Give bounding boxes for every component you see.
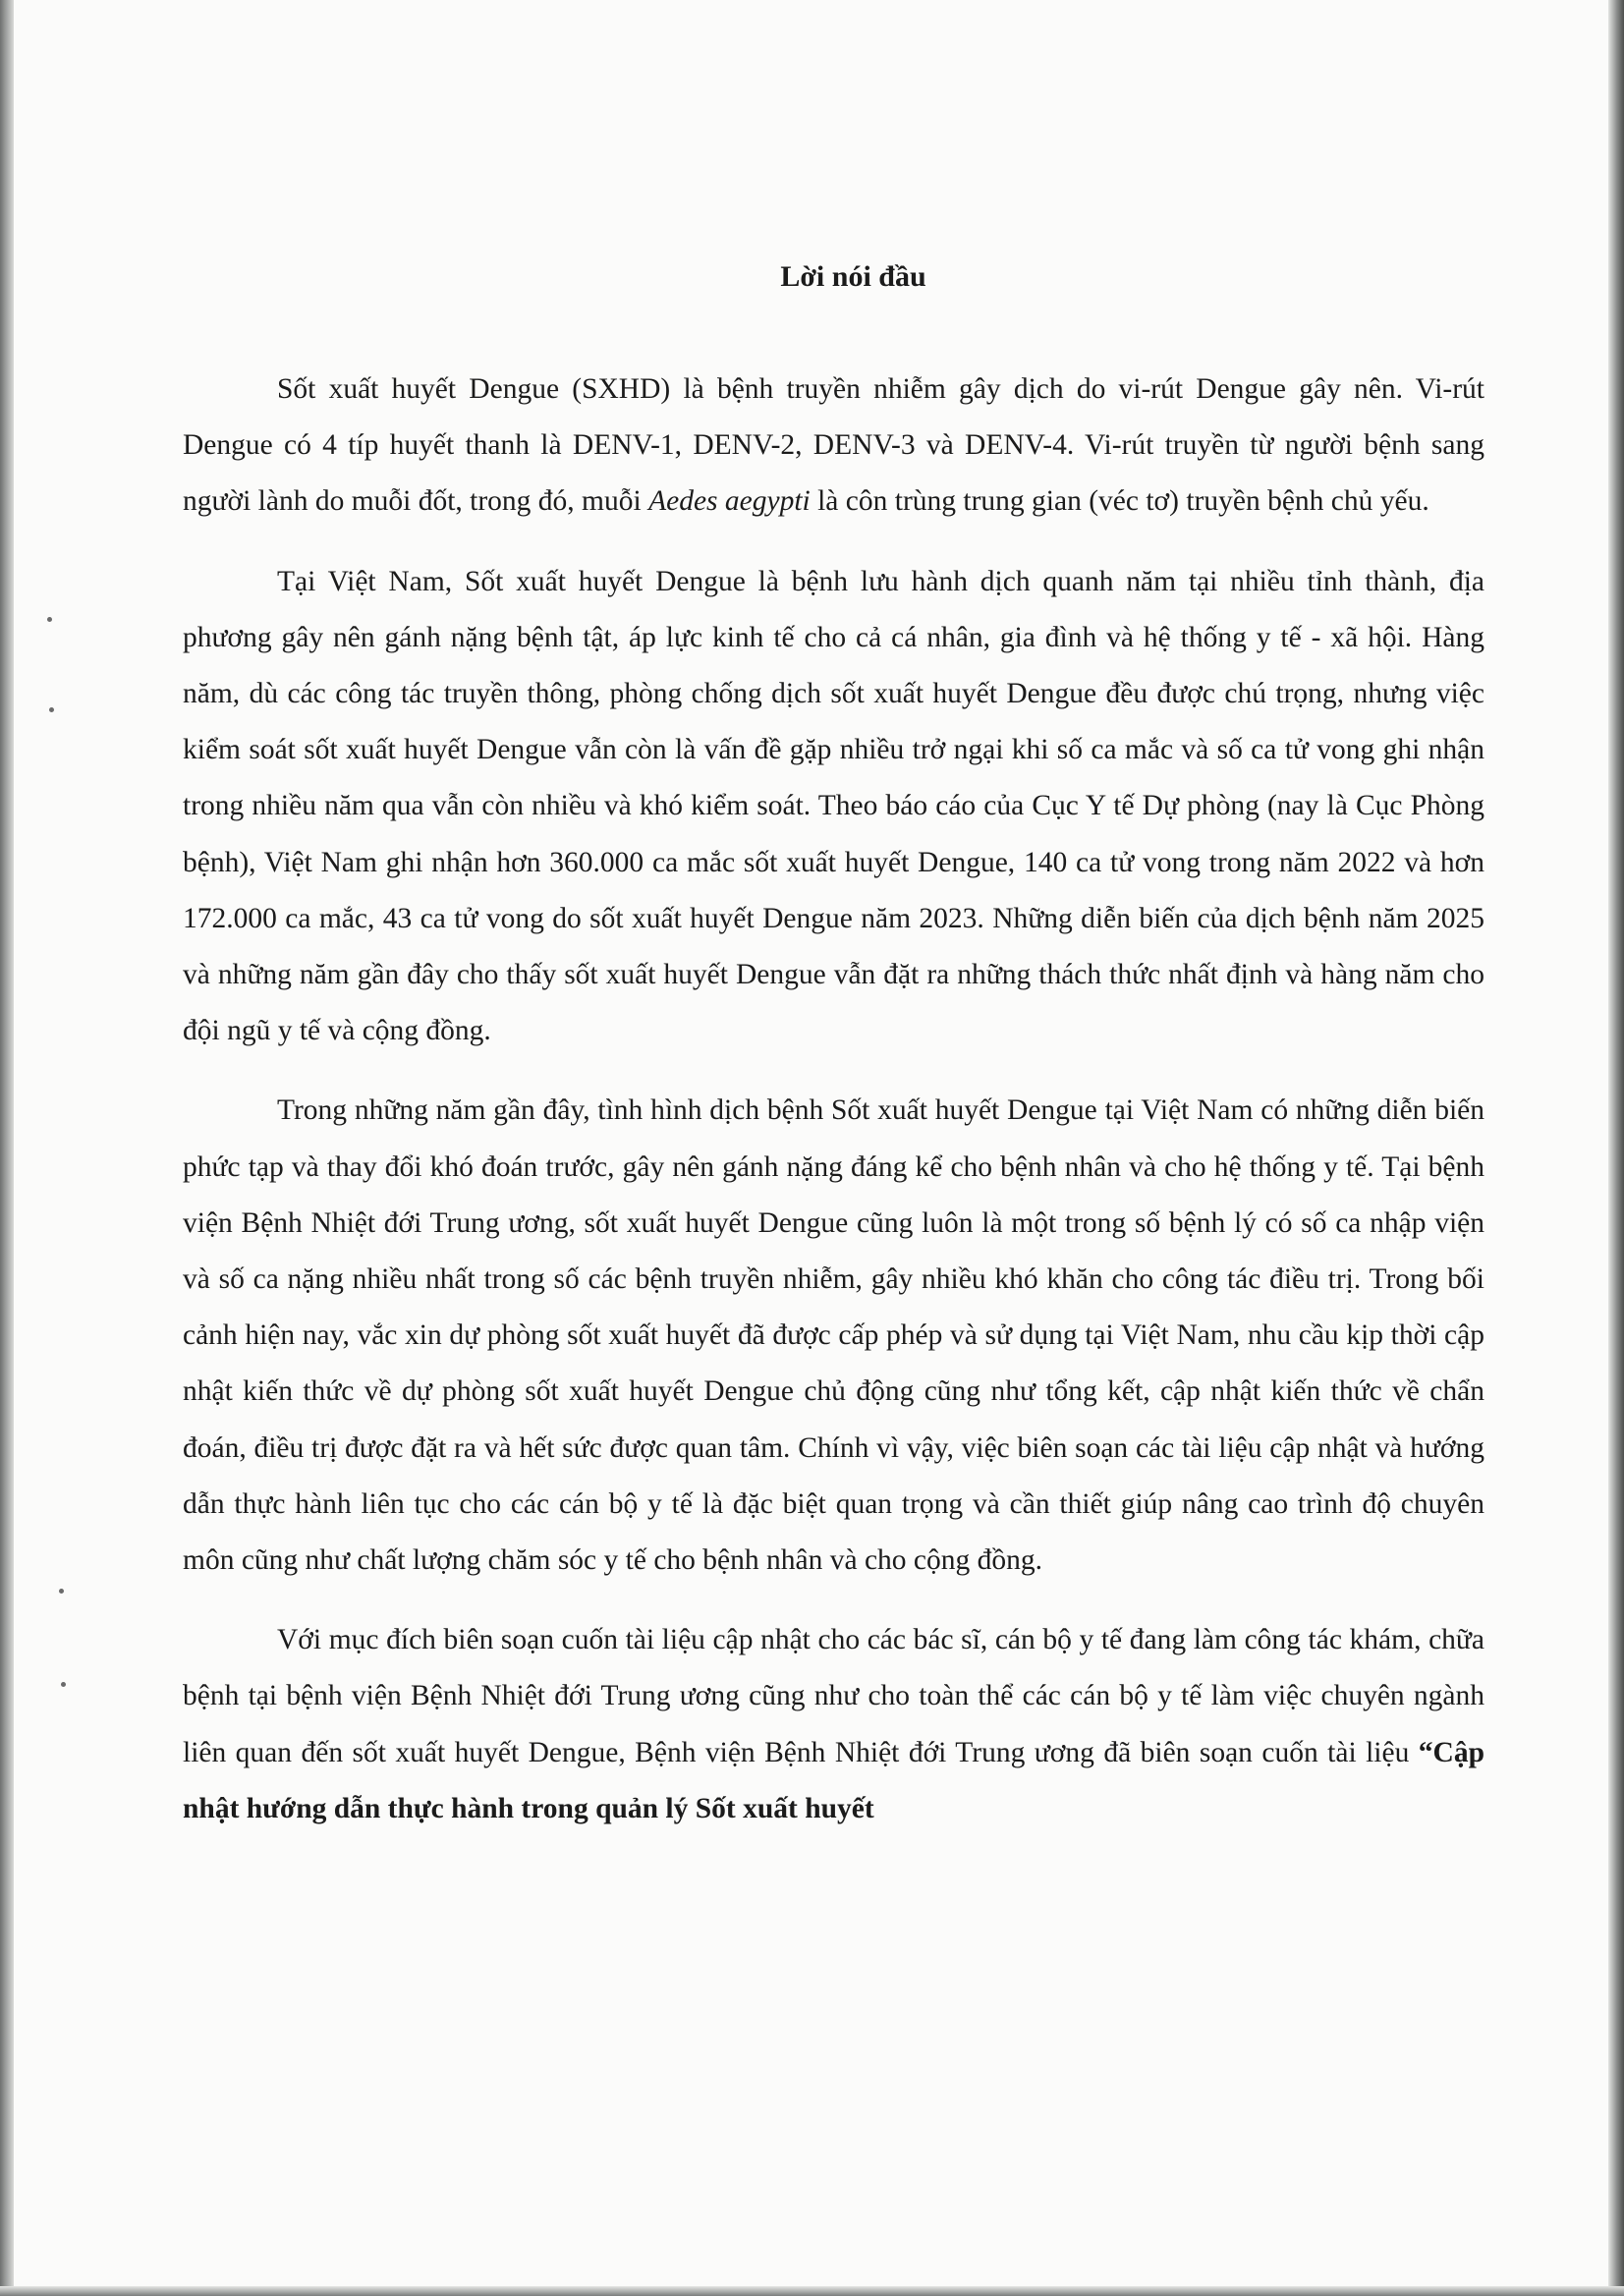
scan-right-edge <box>1608 0 1624 2296</box>
binder-hole-mark <box>47 617 52 622</box>
document-body <box>183 257 1484 1861</box>
paragraph <box>183 362 1484 531</box>
scan-left-edge <box>0 0 14 2296</box>
binder-hole-mark <box>61 1682 66 1687</box>
paragraph <box>183 1083 1484 1589</box>
binder-hole-mark <box>49 707 54 712</box>
binder-hole-mark <box>59 1589 64 1594</box>
text-run: Trong những năm gần đây, tình hình dịch bệnh Sốt xuất huyết Dengue tại Việt Nam có những diễn biến phức tạp và thay đổi khó đoán trước, gây nên gánh nặng đáng kể cho bệnh nhân và cho hệ thống y tế. Tại bệnh viện Bệnh Nhiệt đới Trung ương, sốt xuất huyết Dengue cũng luôn là một trong số bệnh lý có số ca nhập viện và số ca nặng nhiều nhất trong số các bệnh truyền nhiễm, gây nhiều khó khăn cho công tác điều trị. Trong bối cảnh hiện nay, vắc xin dự phòng sốt xuất huyết đã được cấp phép và sử dụng tại Việt Nam, nhu cầu kịp thời cập nhật kiến thức về dự phòng sốt xuất huyết Dengue chủ động cũng như tổng kết, cập nhật kiến thức về chẩn đoán, điều trị được đặt ra và hết sức được quan tâm. Chính vì vậy, việc biên soạn các tài liệu cập nhật và hướng dẫn thực hành liên tục cho các cán bộ y tế là đặc biệt quan trọng và cần thiết giúp nâng cao trình độ chuyên môn cũng như chất lượng chăm sóc y tế cho bệnh nhân và cho cộng đồng. <box>183 1094 1484 1577</box>
paragraph <box>183 554 1484 1060</box>
paragraph <box>183 1612 1484 1837</box>
text-run: Với mục đích biên soạn cuốn tài liệu cập nhật cho các bác sĩ, cán bộ y tế đang làm công tác khám, chữa bệnh tại bệnh viện Bệnh Nhiệt đới Trung ương cũng như cho toàn thể các cán bộ y tế làm việc chuyên ngành liên quan đến sốt xuất huyết Dengue, Bệnh viện Bệnh Nhiệt đới Trung ương đã biên soạn cuốn tài liệu <box>183 1624 1484 1768</box>
text-run: là côn trùng trung gian (véc tơ) truyền bệnh chủ yếu. <box>810 485 1429 518</box>
text-run: Sốt xuất huyết Dengue (SXHD) là bệnh truyền nhiễm gây dịch do vi-rút Dengue gây nên. Vi-rút Dengue có 4 típ huyết thanh là DENV-1, DENV-2, DENV-3 và DENV-4. Vi-rút truyền từ người bệnh sang người lành do muỗi đốt, trong đó, muỗi <box>183 373 1484 518</box>
page-title: Lời nói đầu <box>780 260 926 293</box>
bold-text-run: “Cập nhật hướng dẫn thực hành trong quản lý Sốt xuất huyết <box>183 1736 1484 1824</box>
italic-text-run: Aedes aegypti <box>648 485 811 518</box>
text-run: Tại Việt Nam, Sốt xuất huyết Dengue là bệnh lưu hành dịch quanh năm tại nhiều tỉnh thành, địa phương gây nên gánh nặng bệnh tật, áp lực kinh tế cho cả cá nhân, gia đình và hệ thống y tế - xã hội. Hàng năm, dù các công tác truyền thông, phòng chống dịch sốt xuất huyết Dengue đều được chú trọng, nhưng việc kiểm soát sốt xuất huyết Dengue vẫn còn là vấn đề gặp nhiều trở ngại khi số ca mắc và số ca tử vong ghi nhận trong nhiều năm qua vẫn còn nhiều và khó kiểm soát. Theo báo cáo của Cục Y tế Dự phòng (nay là Cục Phòng bệnh), Việt Nam ghi nhận hơn 360.000 ca mắc sốt xuất huyết Dengue, 140 ca tử vong trong năm 2022 và hơn 172.000 ca mắc, 43 ca tử vong do sốt xuất huyết Dengue năm 2023. Những diễn biến của dịch bệnh năm 2025 và những năm gần đây cho thấy sốt xuất huyết Dengue vẫn đặt ra những thách thức nhất định và hàng năm cho đội ngũ y tế và cộng đồng. <box>183 565 1484 1047</box>
scan-bottom-edge <box>0 2286 1624 2296</box>
